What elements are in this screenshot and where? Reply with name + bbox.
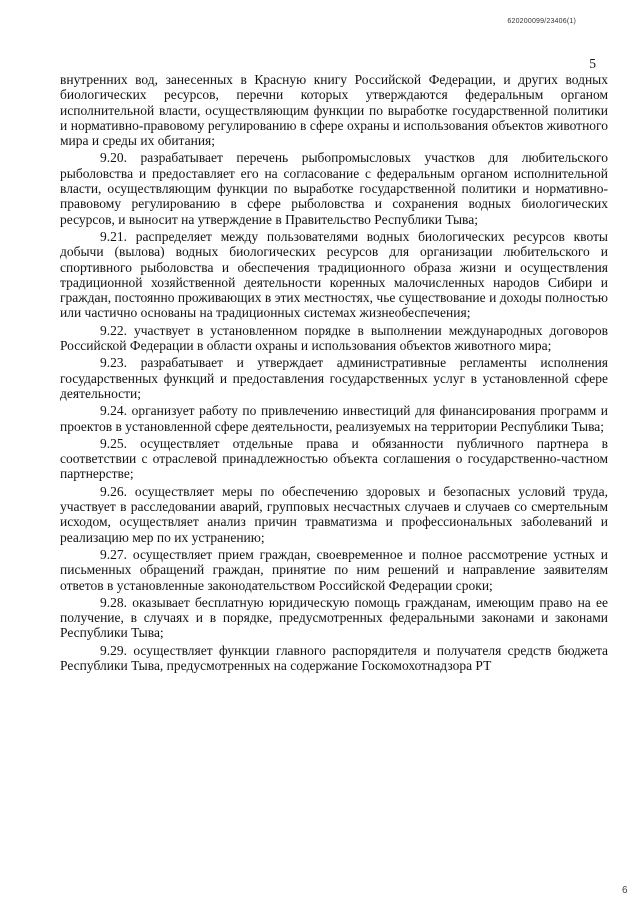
paragraph-9-24: 9.24. организует работу по привлечению инвестиций для финансирования программ и проектов в установленной сфере деятельности, реализуемых на территории Республики Тыва; [60,403,608,434]
paragraph-9-29: 9.29. осуществляет функции главного распорядителя и получателя средств бюджета Республики Тыва, предусмотренных на содержание Госкомохотнадзора РТ [60,642,608,673]
paragraph-9-26: 9.26. осуществляет меры по обеспечению здоровых и безопасных условий труда, участвует в расследовании аварий, групповых несчастных случаев и случаев со смертельным исходом, осуществляет анализ причин травматизма и профессиональных заболеваний и реализацию мер по их устранению; [60,483,608,545]
paragraph-9-20: 9.20. разрабатывает перечень рыбопромысловых участков для любительского рыболовства и предоставляет его на согласование с федеральным органом исполнительной власти, осуществляющим функции по выработке государственной политики и нормативно-правовому регулированию в сфере рыболовства и сохранения водных биологических ресурсов, и выносит на утверждение в Правительство Республики Тыва; [60,150,608,227]
paragraph-9-27: 9.27. осуществляет прием граждан, своевременное и полное рассмотрение устных и письменных обращений граждан, принятие по ним решений и направление заявителям ответов в установленные законодательством Российской Федерации сроки; [60,546,608,593]
paragraph-9-25: 9.25. осуществляет отдельные права и обязанности публичного партнера в соответствии с отраслевой принадлежностью объекта соглашения о государственно-частном партнерстве; [60,435,608,482]
edge-page-mark: 6 [622,885,628,896]
document-body [60,72,608,675]
page-number: 5 [589,56,596,71]
document-code: 620200099/23406(1) [507,18,576,25]
paragraph-9-23: 9.23. разрабатывает и утверждает административные регламенты исполнения государственных функций и предоставления государственных услуг в установленной сфере деятельности; [60,355,608,401]
paragraph-9-21: 9.21. распределяет между пользователями водных биологических ресурсов квоты добычи (вылова) водных биологических ресурсов для организации любительского и спортивного рыболовства и обеспечения традиционного образа жизни и осуществления традиционной хозяйственной деятельности коренных малочисленных народов Сибири и граждан, постоянно проживающих в этих местностях, чье существование и доходы полностью или частично основаны на традиционных системах жизнеобеспечения; [60,228,608,321]
paragraph-9-22: 9.22. участвует в установленном порядке в выполнении международных договоров Российской Федерации в области охраны и использования объектов животного мира; [60,322,608,354]
paragraph-9-28: 9.28. оказывает бесплатную юридическую помощь гражданам, имеющим право на ее получение, в случаях и в порядке, предусмотренных федеральными законами и законами Республики Тыва; [60,594,608,641]
paragraph-continuation: внутренних вод, занесенных в Красную книгу Российской Федерации, и других водных биологических ресурсов, перечни которых утверждаются федеральным органом исполнительной власти, осуществляющим функции по выработке государственной политики и нормативно-правовому регулированию в сфере охраны и использования объектов животного мира и среды их обитания; [60,72,608,149]
